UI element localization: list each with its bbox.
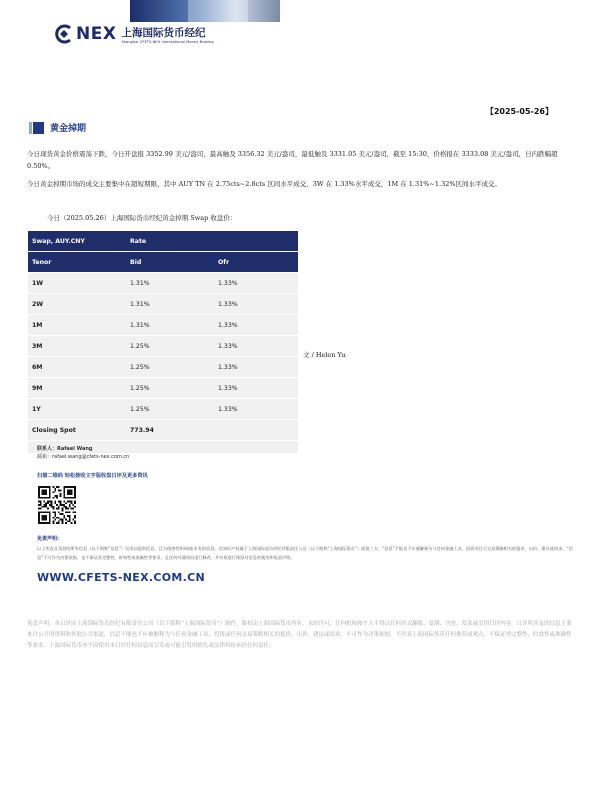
table-header-swap: Swap, AUY.CNY: [28, 231, 126, 252]
table-row: [28, 336, 298, 357]
disclaimer-title: 免责声明:: [37, 536, 59, 542]
table-row: [28, 294, 298, 315]
swap-rate-table: [28, 231, 298, 454]
logo-text: NEX: [76, 24, 117, 44]
header-banner-image: [130, 0, 280, 22]
table-row: [28, 378, 298, 399]
logo-en-text: Shanghai CFETS-NEX International Money Broking: [121, 39, 214, 44]
cell-empty: [126, 441, 214, 454]
cell-bid: 1.31%: [126, 273, 214, 294]
table-header-rate: Rate: [126, 231, 298, 252]
cell-bid: 1.25%: [126, 336, 214, 357]
table-row: [28, 399, 298, 420]
table-subheader-row: [28, 252, 298, 273]
cell-ofr: 1.33%: [214, 294, 298, 315]
trading-summary-paragraph: 今日黄金掉期市场的成交主要集中在超短期限，其中 AUY TN 在 2.75cts~2.8cts 区间水平成交，3W 在 1.33%水平成交，1M 在 1.31%~1.32%区间水平成交。: [27, 180, 502, 188]
cell-bid: 1.31%: [126, 315, 214, 336]
contact-name: 联系人：Rafael Wang: [37, 446, 93, 452]
cell-ofr: 1.33%: [214, 336, 298, 357]
logo-cn-text: 上海国际货币经纪: [121, 26, 206, 39]
author-credit: 文 / Helen Yu: [303, 351, 346, 359]
contact-email: 邮箱：rafael.wang@cfets-nex.com.cn: [37, 454, 130, 460]
logo-icon: [54, 24, 74, 44]
closing-spot-label: Closing Spot: [28, 420, 126, 441]
cell-bid: 1.25%: [126, 378, 214, 399]
table-row: [28, 357, 298, 378]
cell-tenor: 6M: [28, 357, 126, 378]
title-bar-icon: [33, 122, 44, 134]
footer-disclaimer: 免责声明：本日评由上海国际货币经纪有限责任公司（以下简称“上海国际货币”）制作，版权由上海国际货币所有。未经许可，任何机构和个人不得以任何形式翻版、复制、刊登、发表或引用日评内容。日评所涉及的信息主要来自公开的资料和其他公共渠道，信息不能也不应被解释为与任何金融工具、投资或任何交易策略相关的报价、出价、建议或请求，不可作为决策依据，不代表上海国际货币任何推荐或观点，不保证其完整性，时效性或准确性等要求。上海国际货币亦不因使用本日评任何信息而引发或可能引发的损失或法律纠纷承担任何责任。: [27, 621, 572, 649]
cell-ofr: 1.33%: [214, 399, 298, 420]
cell-tenor: 1M: [28, 315, 126, 336]
col-header-ofr: Ofr: [214, 252, 298, 273]
closing-spot-value: 773.94: [126, 420, 214, 441]
website-url: WWW.CFETS-NEX.COM.CN: [37, 571, 205, 584]
scan-qr-prompt: 扫描二维码 轻松接收文字版收盘日评及更多资讯: [37, 473, 148, 479]
section-title-text: 黄金掉期: [50, 124, 87, 134]
closing-price-intro: 今日（2025.05.26）上海国际货币经纪黄金掉期 Swap 收盘价：: [47, 214, 237, 222]
col-header-tenor: Tenor: [28, 252, 126, 273]
contact-info: [37, 445, 129, 461]
table-row: [28, 315, 298, 336]
cell-ofr: 1.33%: [214, 378, 298, 399]
table-header-row: [28, 231, 298, 252]
section-title: [33, 121, 86, 134]
qr-code-icon: [38, 486, 76, 524]
cell-bid: 1.25%: [126, 357, 214, 378]
cell-empty: [214, 441, 298, 454]
company-logo: [54, 22, 214, 46]
cell-tenor: 3M: [28, 336, 126, 357]
market-summary-paragraph: 今日现货黄金价格震荡下跌，今日开盘报 3352.99 美元/盎司，最高触及 3356.32 美元/盎司，最低触及 3331.05 美元/盎司，截至 15:30，价格报在 3333.08 美元/盎司，日内跌幅超 0.50%。: [27, 150, 558, 170]
cell-tenor: 1W: [28, 273, 126, 294]
cell-bid: 1.25%: [126, 399, 214, 420]
cell-ofr: 1.33%: [214, 357, 298, 378]
cell-bid: 1.31%: [126, 294, 214, 315]
cell-tenor: 1Y: [28, 399, 126, 420]
cell-empty: [214, 420, 298, 441]
cell-ofr: 1.33%: [214, 273, 298, 294]
disclaimer-body: 以上所直及刊登的所有信息（以下简称“信息”）仅用以提供信息，且为保密性和/或账专有的信息。其知识产权属于上海国际货币经纪有限责任公司（以下简称“上海国际货币”）或第三方。“信息”不能也不应被解释为与任何金融工具、投资项目可交易策略相关的报价、出价、建议或请求。“信息”不可作为决策依据，也不保证其完整性、时效性或准确性等要求，且任何经通知而进行修改、并有权进行保留对信息的使用和免责声明。: [37, 546, 573, 560]
closing-spot-row: [28, 420, 298, 441]
report-date: 【2025-05-26】: [485, 107, 553, 116]
cell-tenor: 9M: [28, 378, 126, 399]
col-header-bid: Bid: [126, 252, 214, 273]
table-row: [28, 273, 298, 294]
cell-tenor: 2W: [28, 294, 126, 315]
cell-ofr: 1.33%: [214, 315, 298, 336]
